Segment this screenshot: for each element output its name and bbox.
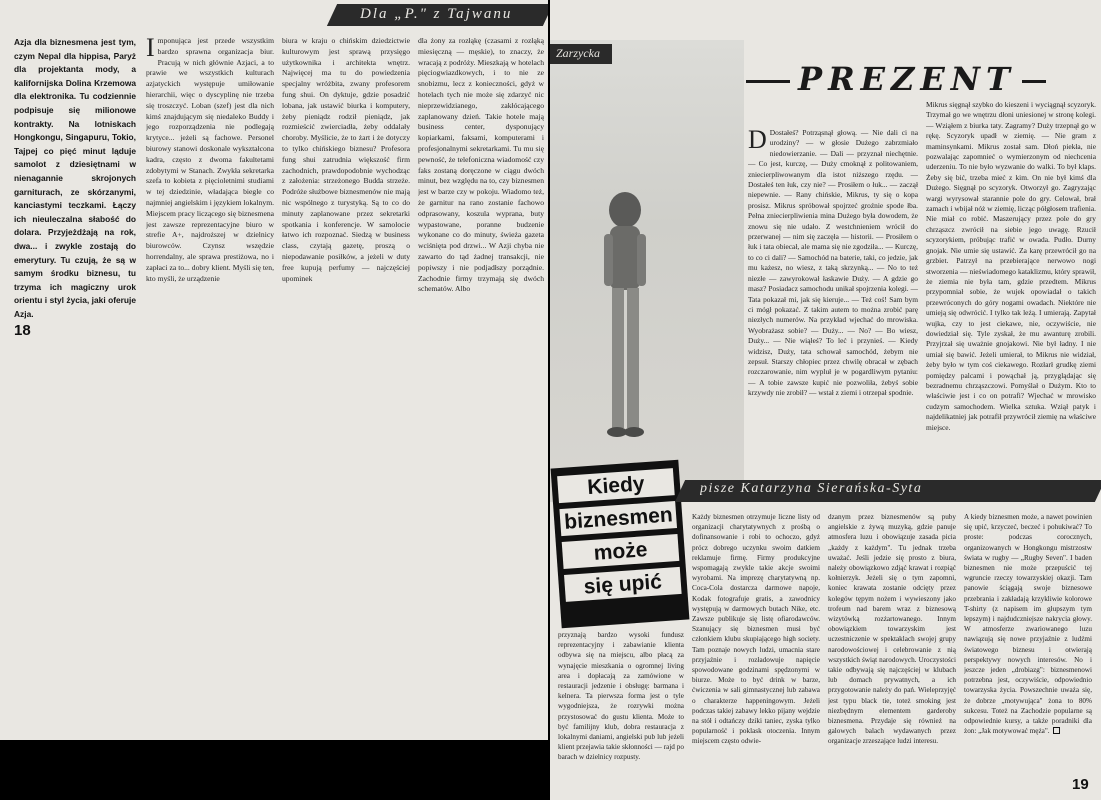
article-title-line-2: biznesmen — [559, 501, 677, 536]
story-drop-cap: D — [748, 128, 767, 154]
story-column-1-text: Dostałeś? Potrząsnął głową. — Nie dali ci na urodziny? — w głosie Dużego zabrzmiało niedowierzanie. — Dali — przyznał niechętnie. — Co jest, kurczę, — Duży cmoknął z politowaniem, zniecierpliwowanym dla istot niższego rzędu. — Dostałeś ten łuk, czy nie? — Prosiłem o łuk... — zaczął niepewnie. — Rany chińskie, Mikrus, ty się o kopa prosisz. Mikrus spróbował spojrzeć groźnie spode łba. Pełna zniecierpliwienia mina Dużego była dowodem, że znowu się nie udało. Z westchnieniem wrócił do przerwanej — nim się zaczęła — historii. — Prosiłem o łuk i tata obiecał, ale mama się nie zgodziła... — Kurczę, to co ci dali? — Samochód na baterie, taki, co jedzie, jak mu każesz, no wiesz, z taką skrzynką... — No to też niezłe — zawyrokował łaskawie Duży. — A gdzie go masz? Posiadacz samochodu unikał spojrzenia kolegi. — Tata pokazał mi, jak się kieruje... — Też coś! Sam bym ci mógł pokazać. Z takim autem to można zrobić parę niezłych numerów. Na przykład wjechać do mrowiska. Wyobrażasz sobie? — Duży... — No? — Bo wiesz, Duży... — Nie wiąłeś? To leć i przynieś. — Kiedy widzisz, Duży, tata schował samochód, żebym nie zepsuł. Starszy chłopiec przez chwilę obracał w zębach rozczarowanie, nim wypluł je w pogardliwym pytaniu: — A tobie zawsze kupić nie pozwoliła, żebyś sobie krzywdy nie zrobił? — wstał z ziemi i otrzepał spodnie. — [748, 128, 918, 398]
article-title-line-4: się upić — [564, 567, 682, 602]
article-column-b: Każdy biznesmen otrzymuje liczne listy od organizacji charytatywnych z prośbą o dofinansowanie i robi to ochoczo, gdyż prócz dobrego uczynku swoim datkiem reklamuje firmę. Firmy produkcyjne wspomagają zwykle takie akcje swoimi wyrobami. Na imprezę charytatywną np. Coca-Cola dostarcza darmowe napoje, Kodak fotografuje gratis, a zawodnicy występują w darmowych butach Nike, etc. Zawsze publikuje się listę ofiarodawców. Szanujący się biznesmen musi być członkiem klubu skupiającego high society. Tam poznaje nowych ludzi, umacnia stare przyjaźnie i rozładowuje napięcie spowodowane godzinami spędzonymi w biurze. Może to być drink w barze, ćwiczenia w sali gimnastycznej lub zabawa o charakterze happeningowym. Jeżeli podczas takiej zabawy lekko pijany wejdzie na stół i odtańczy dziki taniec, zyska tylko popularność i poklask otoczenia. Innym miejscem często odwie- — [692, 513, 820, 746]
story-title — [746, 60, 1096, 100]
left-page — [0, 0, 548, 740]
title-dash-left — [746, 80, 790, 83]
article-column-1 — [146, 36, 274, 326]
article-lead: Azja dla biznesmena jest tym, czym Nepal dla hippisa, Paryż dla projektanta mody, a kalifornijska Dolina Krzemowa dla elektronika. Tu codziennie podpisuje się milionowe kontrakty. Na lotniskach Hongkongu, Singapuru, Tokio, Tajpej co pięć minut ląduje samolot z dziesiętnami w nienagannie skrojonych garniturach, ze skórzanymi, kanciastymi teczkami. Łączy ich nieuleczalna słabość do dolara. Przyjeżdżają na rok, dwa... i zwykle zostają do emerytury. Tu czują, że są w samym środku biznesu, tu trzyma ich magiczny urok orientu i styl życia, jaki oferuje Azja. — [14, 37, 136, 319]
story-column-1 — [748, 128, 918, 476]
article-column-c: dzanym przez biznesmenów są puby angielskie z żywą muzyką, gdzie panuje atmosfera luzu i obowiązuje zasada picia „każdy z każdym". Tu jednak trzeba uważać. Jeśli jedzie się prosto z biura, należy obowiązkowo zdjąć krawat i rozpiąć kołnierzyk. Jeżeli się o tym zapomni, koniec krawata zostanie odcięty przez kolegów tępym nożem i wywieszony jako trofeum nad barem wraz z biznesową wizytówką rozżartowanego. Innym obowiązkiem towarzyskim jest uczestniczenie w spektaklach swojej grupy narodowościowej i celebrowanie z nią wszystkich świąt narodowych. Uroczystości takie odbywają się najczęściej w klubach lub domach prywatnych, a ich przygotowanie należy do pań. Wieleprzyjęć jest typu black tie, toteż smoking jest niezbędnym elementem garderoby biznesmena. Przydaje się również na galowych balach wydawanych przez organizacje zrzeszające ludzi interesu. — [828, 513, 956, 746]
article-column-3: dla żony za rozłąkę (czasami z rozłąką miesięczną — męskie), to znaczy, że wracają z podróży. Mieszkają w hotelach pięciogwiazdkowych, i to nie ze snobizmu, lecz z konieczności, gdyż w hotelach tych nie może się zdarzyć nic nieprzewidzianego, zakłócającego zaplanowany dzień. Takie hotele mają business center, dysponujący kopiarkami, faksami, komputerami i profesjonalnymi sekretarkami. Tu mu się pewność, że telefoniczna wiadomość czy faks zostaną doręczone w ciągu dwóch minut, bez względu na to, czy biznesmen jest w barze czy w pokoju. Wiadomo też, że garnitur na rano zostanie fachowo odprasowany, koszula wyprana, buty wypastowane, poranne budzenie wykonane co do minuty, świeża gazeta wciśnięta pod drzwi... W Azji chyba nie zawarto do tąd żadnej transakcji, nie popiwszy i nie podjadłszy porządnie. Zachodnie firmy trzymają się dwóch schematów. Albo — [418, 36, 544, 294]
drop-cap: I — [146, 36, 155, 62]
title-dash-right — [1022, 80, 1046, 83]
page-header: Dla „P." z Tajwanu — [360, 6, 513, 22]
article-byline: pisze Katarzyna Sierańska-Syta — [700, 481, 923, 496]
boy-photo — [550, 40, 744, 502]
article-title-line-1: Kiedy — [557, 468, 675, 503]
article-title-panel — [551, 460, 690, 629]
article-column-d-text: A kiedy biznesmen może, a nawet powinien się upić, krzyczeć, beczeć i pohukiwać? To proste: podczas corocznych, organizowanych w Hongkongu mistrzostw świata w rugby — „Rugby Seven". I baden biznesmen nie może przepuścić tej wgruncie rzeczy towarzyskiej okazji. Tam panowie ściągają swoje biznesowe przebrania i zakładają krzykliwie kolorowe T-shirty (z napisem im głupszym tym lepszym) i najdudczniejsze nakrycia głowy. W atmosferze zwariowanego luzu nawiązują się nowe przyjaźnie z ludźmi światowego biznesu i otwierają perspektywy nowych interesów. No i jeszcze jeden „drobiazg": biznesmenowi potrzebna jest, oczywiście, odpowiednio towarzyska życia. Powszechnie uważa się, że dobrze „motywująca" żona to 80% sukcesu. Toteż na Zachodzie popularne są odpowiednie kursy, a także poradniki dla żon: „Jak motywować męża". — [964, 513, 1092, 736]
story-column-2: Mikrus sięgnął szybko do kieszeni i wyciągnął scyzoryk. Trzymał go we wnętrzu dłoni uniesionej w stronę kolegi. — Wziąłem z biurka taty. Zagramy? Duży trzepnął go w rękę. Scyzoryk upadł w ziemię. — Nie gram z maminsynkami. Mikrus został sam. Dłoń piekła, nie pozwalając zapomnieć o wymierzonym od niechcenia uderzeniu. To nie było wyzwanie do walki. To był klaps. Żeby się bić, trzeba mieć z kim. On nie był kimś dla Dużego. Sięgnął po scyzoryk. Otworzył go. Zagryzając wargi wyrysował starannie pole do gry. Celował, brał zamach i wbijał nóż w ziemię, licząc półgłosem trafienia. Nie miał co robić. Maszerujący przez pole do gry chrząszcz zwrócił na siebie jego uwagę. Rzucił scyzorykiem, próbując trafić w owada. Pudło. Durny gnojak. Nie umie się ustawić. Za karę przewrócił go na grzbiet. Patrzył na przebierające nerwowo nogi stworzenia — nieświadomego kataklizmu, który sprawił, że ziemia nie była tam, gdzie przedtem. Mikrus przypomniał sobie, że wujek opowiadał o takich przewróconych do góry nogami owadach. Niektóre nie umieją się odwrócić. I tylko tak leżą. I umierają. Zapytał wujka, czy to jest ciekawe, nie, oczywiście, nie dowiedział się. Tyle zyskał, że mu awanturę zrobili. Przyjrzał się uważnie gnojakowi. Nie był ładny. I nie umiał się bawić. Jeżeli umierał, to Mikrus nie widział, żeby było w tym coś ciekawego. Rozłarł grudkę ziemi pomiędzy palcami i powąchał ją, przyglądając się bezradnemu chrząszczowi. Pomyślał o Dużym. Kto to właściwie jest i co on potrafi? Wjechać w mrowisko cudzym samochodem. Wielka sztuka. Wziął patyk i najdelikatniej jak potrafił przywrócił ziemię na właściwe miejsce. — [926, 100, 1096, 432]
author-name: Zarzycka — [550, 44, 612, 64]
article-column-2: biura w kraju o chińskim dziedzictwie kulturowym jest sprawą przysięgo użytkownika i architekta wnętrz. Najwięcej ma tu do powiedzenia specjalny wróżbita, zwany profesorem fung shui. On dyktuje, gdzie posadzić lobana, jak ustawić biurka i komputery, żeby pieniądz rodził pieniądz, jak rozmieścić zwierciadła, żeby oddalały choroby. Myślicie, że to żart i że dotyczy to tylko chińskiego biznesu? Profesora fung shui zatrudnia większość firm zachodnich, prawdopodobnie wychodząc z założenia: strzeżonego Budda strzeże. Podróże służbowe biznesmenów nie mają nic wspólnego z turystyką. Są to co do minuty zaplanowane przez sekretarki spotkania i konferencje. W samolocie łatwo ich rozpoznać. Siedzą w business class, czytają gazetę, proszą o niepodawanie posiłków, a jeżeli w duty free kupują perfumy — najczęściej upominek — [282, 36, 410, 283]
story-title-text: PREZENT — [798, 60, 1016, 98]
page-number: 19 — [1072, 776, 1089, 793]
boy-figure-image — [590, 180, 660, 470]
page-number: 18 — [14, 322, 31, 339]
article-column-1-text: mponująca jest przede wszystkim bardzo sprawna organizacja biur. Pracują w nich głównie Azjaci, a to prawie we wszystkich kulturach azjatyckich występuje umiłowanie hierarchii, więc o dyscyplinę nie trzeba się troszczyć. Loban (szef) jest dla nich kimś znajdującym się niedaleko Buddy i jego rozporządzenia nie podlegają krytyce... jeżeli są fachowe. Personel biurowy stanowi doskonale wykształcona kadra, często z dwoma fakultetami zdobytymi w Stanach. Zwykła sekretarka szefa to kobieta z pięcioletnimi studiami w tej dziedzinie, władająca biegle co najmniej angielskim i językiem lokalnym. Miejscem pracy liczącego się biznesmena jest zawsze reprezentacyjne biuro w strefie A+, najdroższej w dzielnicy biurowców. Czynsz wszędzie horrendalny, ale sprawa prestiżowa, no i zapłaci za to... dobry klient. Myśli się ten, kto myśli, że urządzenie — [146, 36, 274, 283]
end-mark — [1053, 727, 1060, 734]
article-column-a: przyznają bardzo wysoki fundusz reprezentacyjny i zabawianie klienta odbywa się na miejscu, albo płacą za wynajęcie mieszkania o ogromnej living area i dopłacają za zamówione w restauracji jedzenie i obsługę: barmana i kelnera. Ta pierwsza forma jest o tyle wygodniejsza, że rozrywki można przystosować do gustu klienta. Może to być familijny klub, dobra restauracja z lokalnymi daniami, angielski pub lub jeżeli klient przejawia takie skłonności — rajd po barach w dzielnicy rozpusty. — [558, 631, 684, 762]
article-column-d — [964, 512, 1092, 770]
right-page — [550, 0, 1101, 800]
article-title-line-3: może — [562, 534, 680, 569]
